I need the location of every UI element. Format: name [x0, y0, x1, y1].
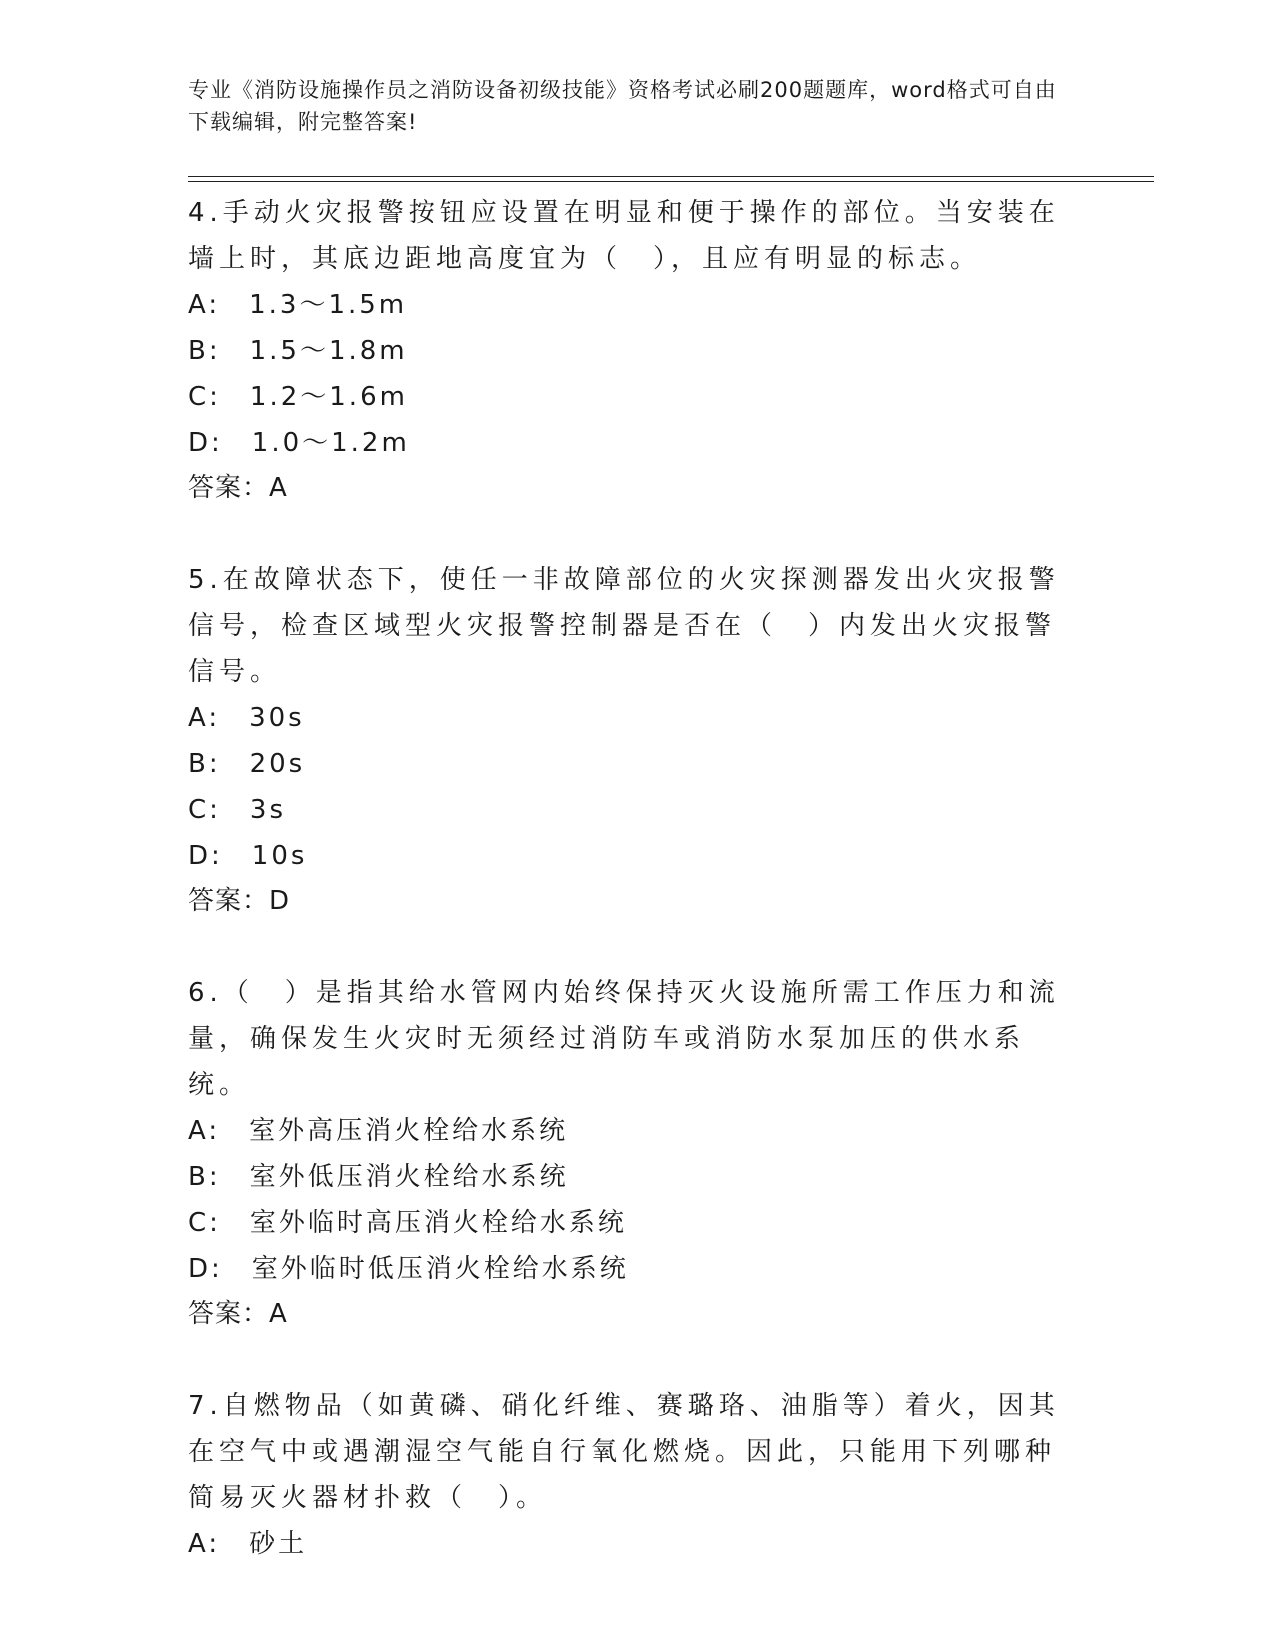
option-a: A: 1.3～1.5m [188, 290, 408, 320]
option-a: A: 砂土 [188, 1529, 308, 1559]
question-list [188, 190, 1068, 1614]
answer-label: 答案：A [188, 473, 288, 503]
answer-label: 答案：A [188, 1299, 288, 1329]
option-b: B: 室外低压消火栓给水系统 [188, 1162, 569, 1192]
question-5 [188, 557, 1068, 923]
option-c: C: 室外临时高压消火栓给水系统 [188, 1208, 627, 1238]
option-d: D: 1.0～1.2m [188, 428, 410, 458]
option-a: A: 30s [188, 703, 305, 733]
header-divider-top [188, 176, 1154, 177]
question-stem: 4.手动火灾报警按钮应设置在明显和便于操作的部位。当安装在墙上时，其底边距地高度宜为（ ），且应有明显的标志。 [188, 198, 1060, 274]
option-a: A: 室外高压消火栓给水系统 [188, 1116, 569, 1146]
option-b: B: 20s [188, 749, 306, 779]
question-6 [188, 970, 1068, 1336]
question-stem: 7.自燃物品（如黄磷、硝化纤维、赛璐珞、油脂等）着火，因其在空气中或遇潮湿空气能自行氧化燃烧。因此，只能用下列哪种简易灭火器材扑救（ ）。 [188, 1391, 1060, 1513]
question-4 [188, 190, 1068, 510]
answer-label: 答案：D [188, 886, 291, 916]
option-d: D: 室外临时低压消火栓给水系统 [188, 1254, 629, 1284]
option-d: D: 10s [188, 841, 308, 871]
question-7 [188, 1383, 1068, 1567]
question-stem: 6.（ ）是指其给水管网内始终保持灭火设施所需工作压力和流量，确保发生火灾时无须经过消防车或消防水泵加压的供水系统。 [188, 978, 1060, 1100]
document-title: 专业《消防设施操作员之消防设备初级技能》资格考试必刷200题题库，word格式可自由下载编辑，附完整答案! [188, 78, 1057, 134]
option-b: B: 1.5～1.8m [188, 336, 408, 366]
header-divider-bottom [188, 181, 1154, 182]
option-c: C: 3s [188, 795, 287, 825]
option-c: C: 1.2～1.6m [188, 382, 408, 412]
question-stem: 5.在故障状态下，使任一非故障部位的火灾探测器发出火灾报警信号，检查区域型火灾报警控制器是否在（ ）内发出火灾报警信号。 [188, 565, 1060, 687]
